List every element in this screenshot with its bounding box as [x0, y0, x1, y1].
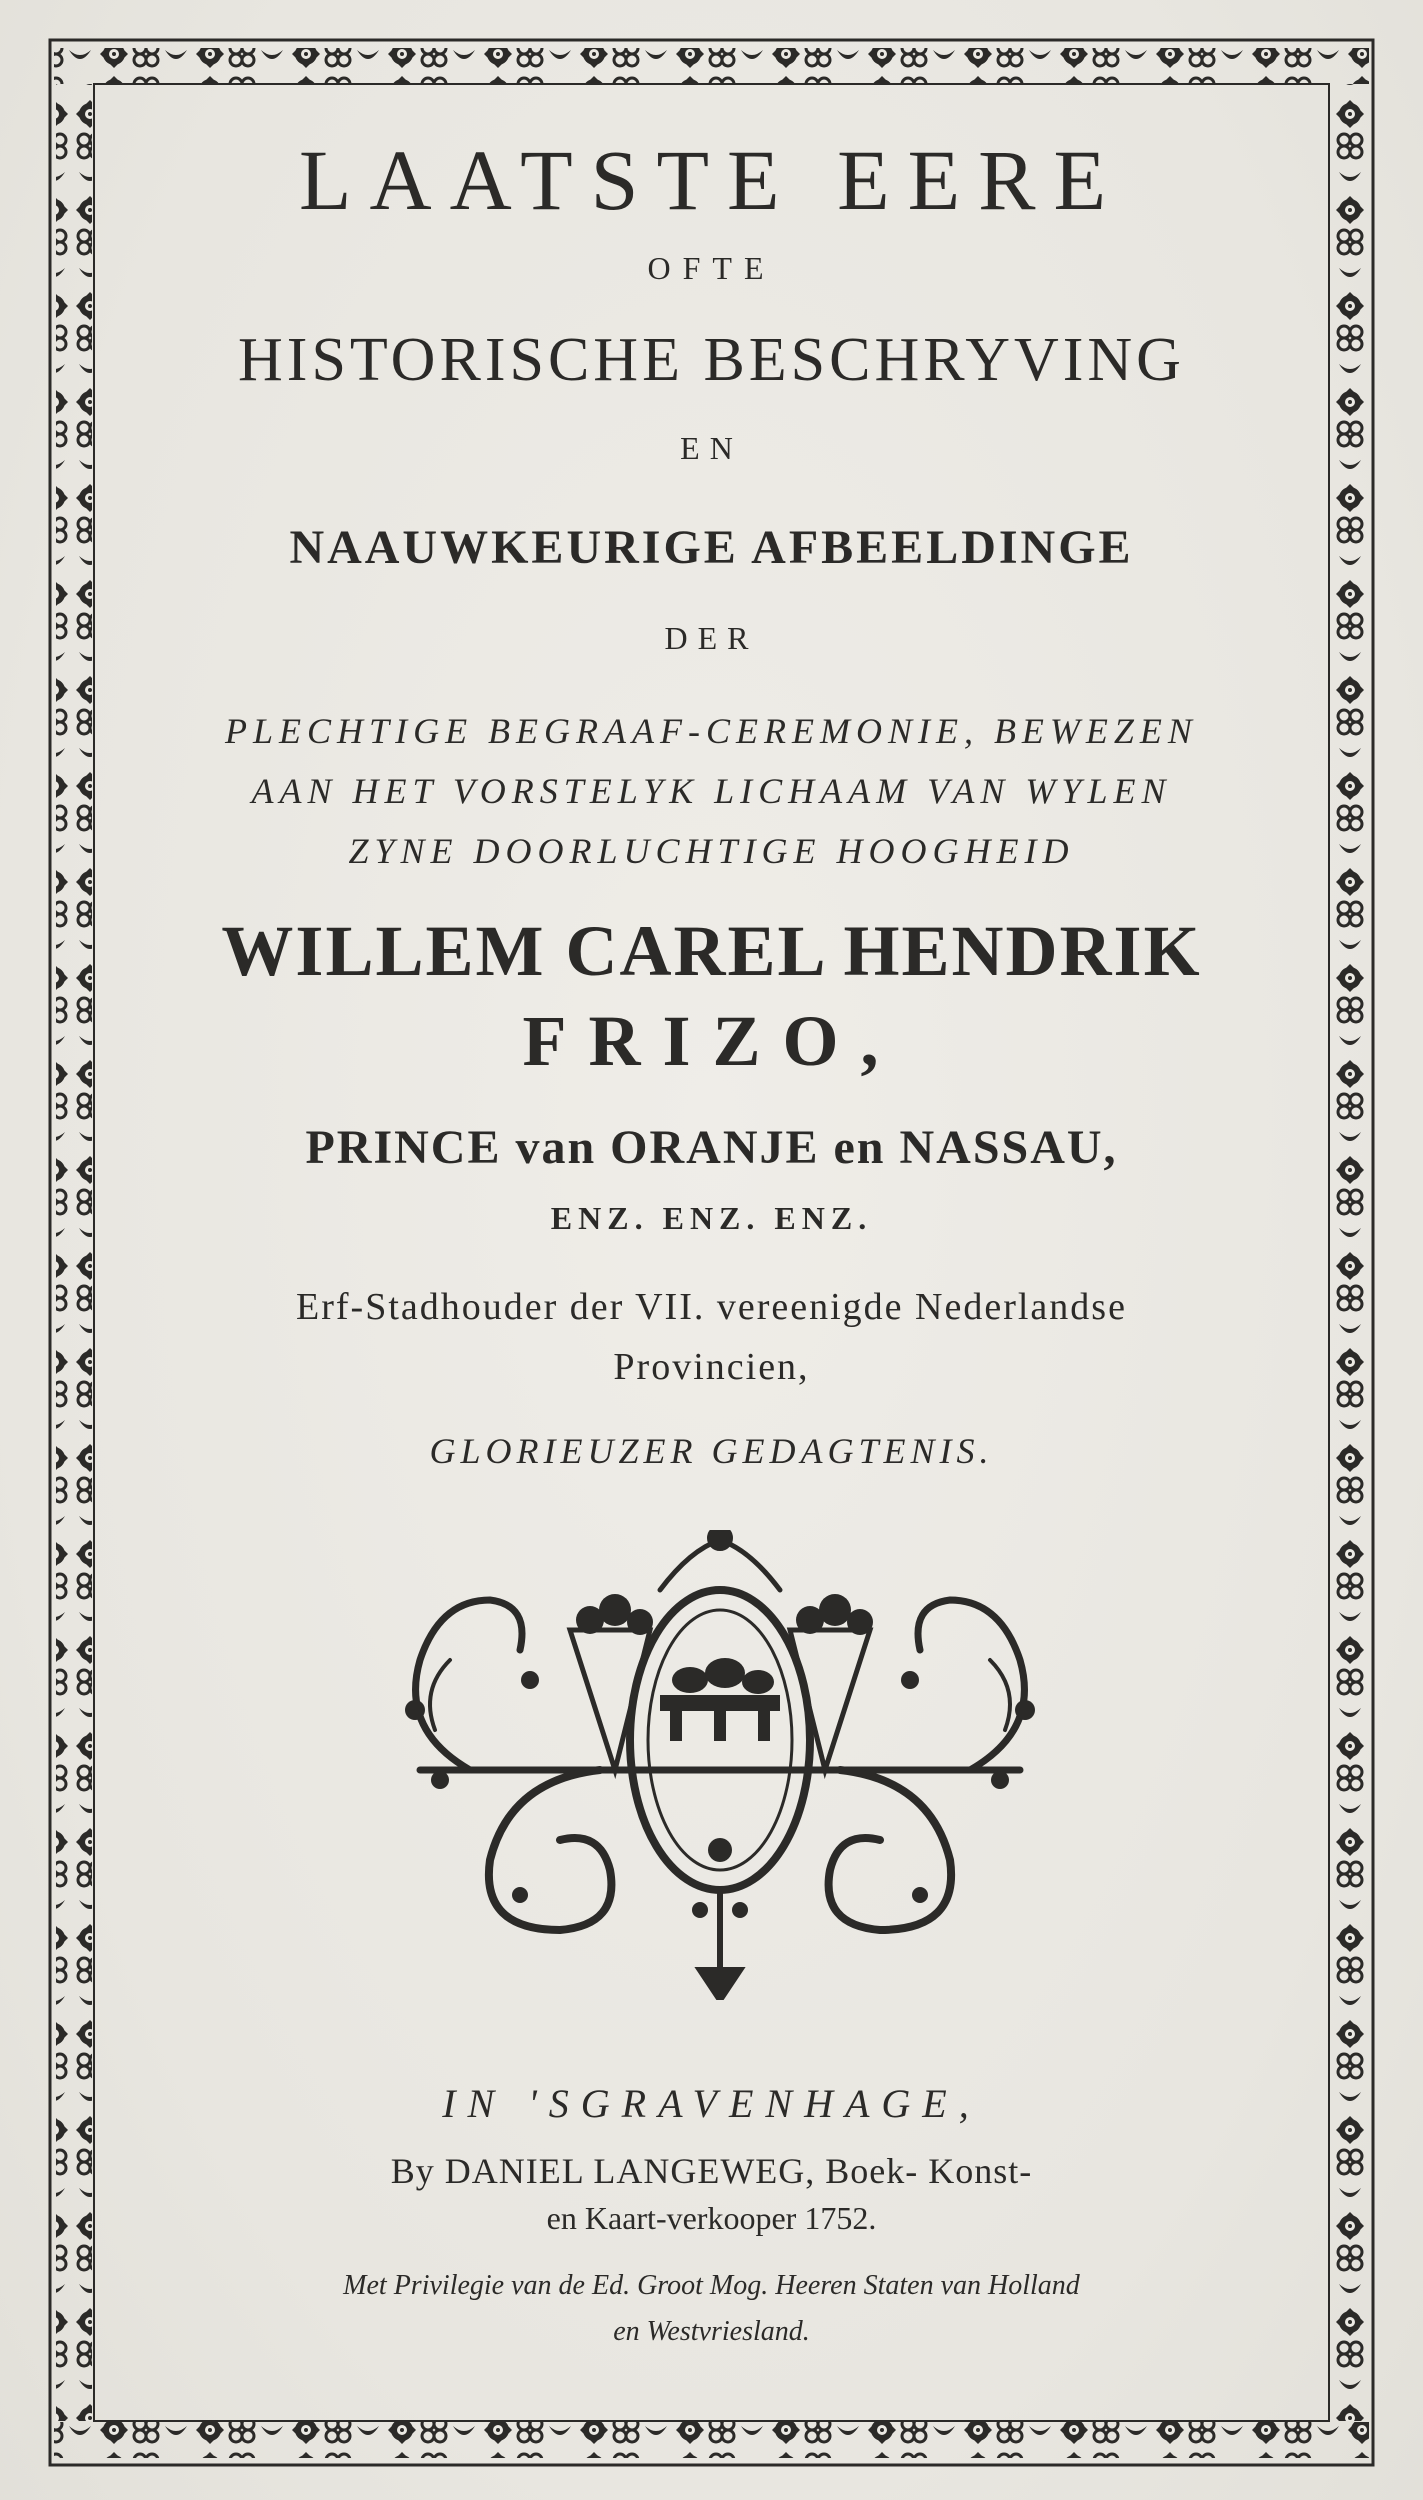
imprint-privilege-1: Met Privilegie van de Ed. Groot Mog. Heeren Staten van Holland	[343, 2270, 1080, 2301]
title-aan-het: AAN HET VORSTELYK LICHAAM VAN WYLEN	[251, 771, 1172, 811]
imprint-publisher: By DANIEL LANGEWEG, Boek- Konst-	[390, 2151, 1033, 2191]
title-willem: WILLEM CAREL HENDRIK	[221, 911, 1202, 991]
title-text-block	[110, 120, 1313, 2380]
title-ofte: OFTE	[647, 250, 776, 286]
title-en: EN	[680, 430, 743, 466]
title-plechtige: PLECHTIGE BEGRAAF-CEREMONIE, BEWEZEN	[225, 711, 1198, 751]
title-prince: PRINCE van ORANJE en NASSAU,	[305, 1121, 1118, 1174]
title-enz: ENZ. ENZ. ENZ.	[550, 1200, 873, 1236]
title-zyne: ZYNE DOORLUCHTIGE HOOGHEID	[348, 831, 1075, 871]
title-naauwkeurige: NAAUWKEURIGE AFBEELDINGE	[289, 521, 1134, 574]
title-erf-stadhouder: Erf-Stadhouder der VII. vereenigde Nederlandse	[296, 1286, 1127, 1328]
imprint-publisher-cont: en Kaart-verkooper 1752.	[546, 2200, 877, 2236]
emblem-vignette-icon	[360, 1530, 1080, 2000]
title-historische: HISTORISCHE BESCHRYVING	[238, 326, 1185, 394]
title-glorieuzer: GLORIEUZER GEDAGTENIS.	[429, 1431, 994, 1471]
title-der: DER	[664, 620, 759, 656]
title-provincien: Provincien,	[613, 1346, 810, 1388]
imprint-privilege-2: en Westvriesland.	[613, 2316, 810, 2347]
imprint-place: IN 'SGRAVENHAGE,	[442, 2081, 981, 2126]
title-frizo: FRIZO,	[522, 1001, 901, 1081]
title-main: LAATSTE EERE	[298, 132, 1125, 228]
